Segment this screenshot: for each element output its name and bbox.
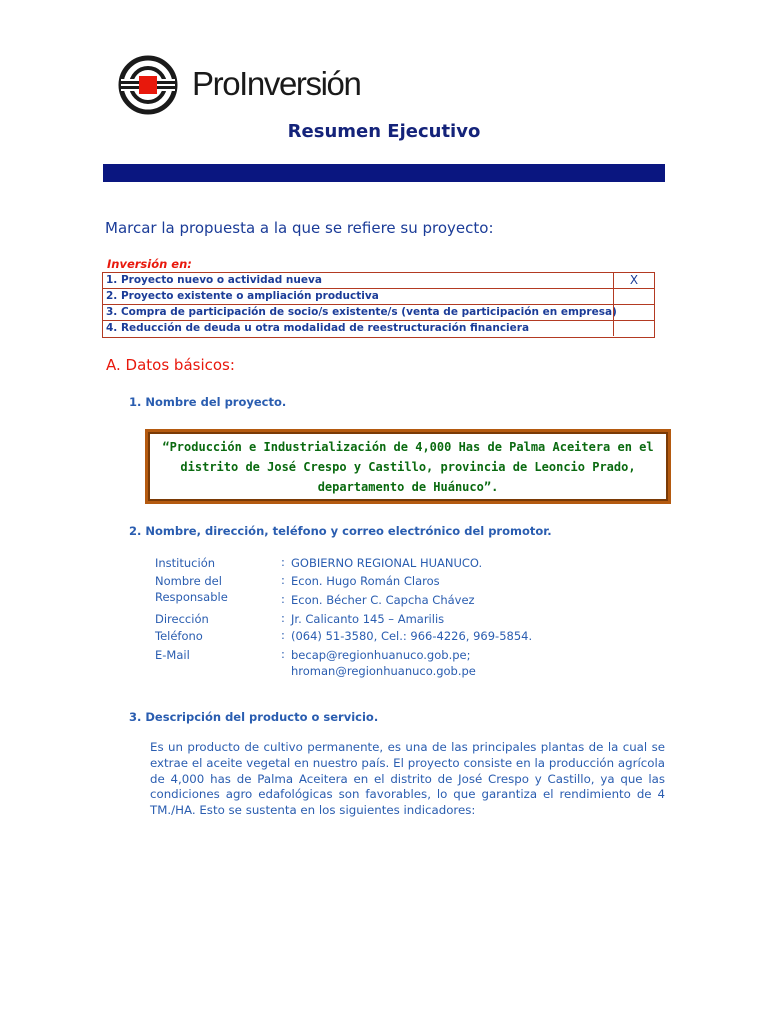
responsable-value-1: Econ. Hugo Román Claros	[291, 574, 440, 588]
investment-option-row	[103, 289, 654, 305]
option-label: 1. Proyecto nuevo o actividad nueva	[106, 274, 322, 286]
investment-options-table	[102, 272, 655, 338]
option-checkbox[interactable]: X	[613, 272, 654, 288]
proposal-prompt: Marcar la propuesta a la que se refiere su proyecto:	[105, 219, 494, 237]
brand-name: ProInversión	[192, 65, 361, 102]
direccion-label: Dirección	[155, 612, 209, 626]
brand-logo	[118, 55, 361, 117]
colon: :	[281, 555, 285, 569]
q2-heading: 2. Nombre, dirección, teléfono y correo electrónico del promotor.	[129, 524, 552, 538]
colon: :	[281, 611, 285, 625]
option-checkbox[interactable]	[613, 320, 654, 336]
option-label: 2. Proyecto existente o ampliación productiva	[106, 290, 379, 302]
investment-option-row	[103, 305, 654, 321]
investment-option-row	[103, 273, 654, 289]
institucion-value: GOBIERNO REGIONAL HUANUCO.	[291, 556, 483, 570]
telefono-label: Teléfono	[155, 629, 203, 643]
responsable-label-2: Responsable	[155, 590, 228, 604]
direccion-value: Jr. Calicanto 145 – Amarilis	[291, 612, 445, 626]
proinversion-logo-icon	[118, 55, 178, 115]
email-link[interactable]: becap@regionhuanuco.gob.pe;	[291, 648, 471, 662]
colon: :	[281, 628, 285, 642]
option-checkbox[interactable]	[613, 288, 654, 304]
project-name-box	[145, 429, 671, 504]
investment-option-row	[103, 321, 654, 337]
colon: :	[281, 592, 285, 606]
q1-heading: 1. Nombre del proyecto.	[129, 395, 287, 409]
page-title: Resumen Ejecutivo	[287, 121, 481, 142]
institucion-label: Institución	[155, 556, 216, 570]
investment-label: Inversión en:	[107, 257, 192, 271]
email-link[interactable]: hroman@regionhuanuco.gob.pe	[291, 664, 476, 678]
colon: :	[281, 647, 285, 661]
project-name: “Producción e Industrialización de 4,000 Has de Palma Aceitera en el distrito de José Crespo y Castillo, provincia de Leoncio Prado, departamento de Huánuco”.	[148, 432, 668, 501]
telefono-value: (064) 51-3580, Cel.: 966-4226, 969-5854.	[291, 629, 533, 643]
title-divider-bar	[103, 164, 665, 182]
option-checkbox[interactable]	[613, 304, 654, 320]
product-description: Es un producto de cultivo permanente, es una de las principales plantas de la cual se extrae el aceite vegetal en nuestro país. El proyecto consiste en la producción agrícola de 4,000 has de Palma Aceitera en el distrito de José Crespo y Castillo, ya que las condiciones agro edafológicas son favorables, lo que garantiza el rendimiento de 4 TM./HA. Esto se sustenta en los siguientes indicadores:	[150, 740, 665, 818]
section-a-heading: A. Datos básicos:	[106, 356, 235, 374]
email-label: E-Mail	[155, 648, 190, 662]
colon: :	[281, 573, 285, 587]
responsable-value-2: Econ. Bécher C. Capcha Chávez	[291, 593, 475, 607]
option-label: 3. Compra de participación de socio/s existente/s (venta de participación en empresa)	[106, 306, 617, 318]
responsable-label-1: Nombre del	[155, 574, 222, 588]
q3-heading: 3. Descripción del producto o servicio.	[129, 710, 379, 724]
option-label: 4. Reducción de deuda u otra modalidad de reestructuración financiera	[106, 322, 530, 334]
